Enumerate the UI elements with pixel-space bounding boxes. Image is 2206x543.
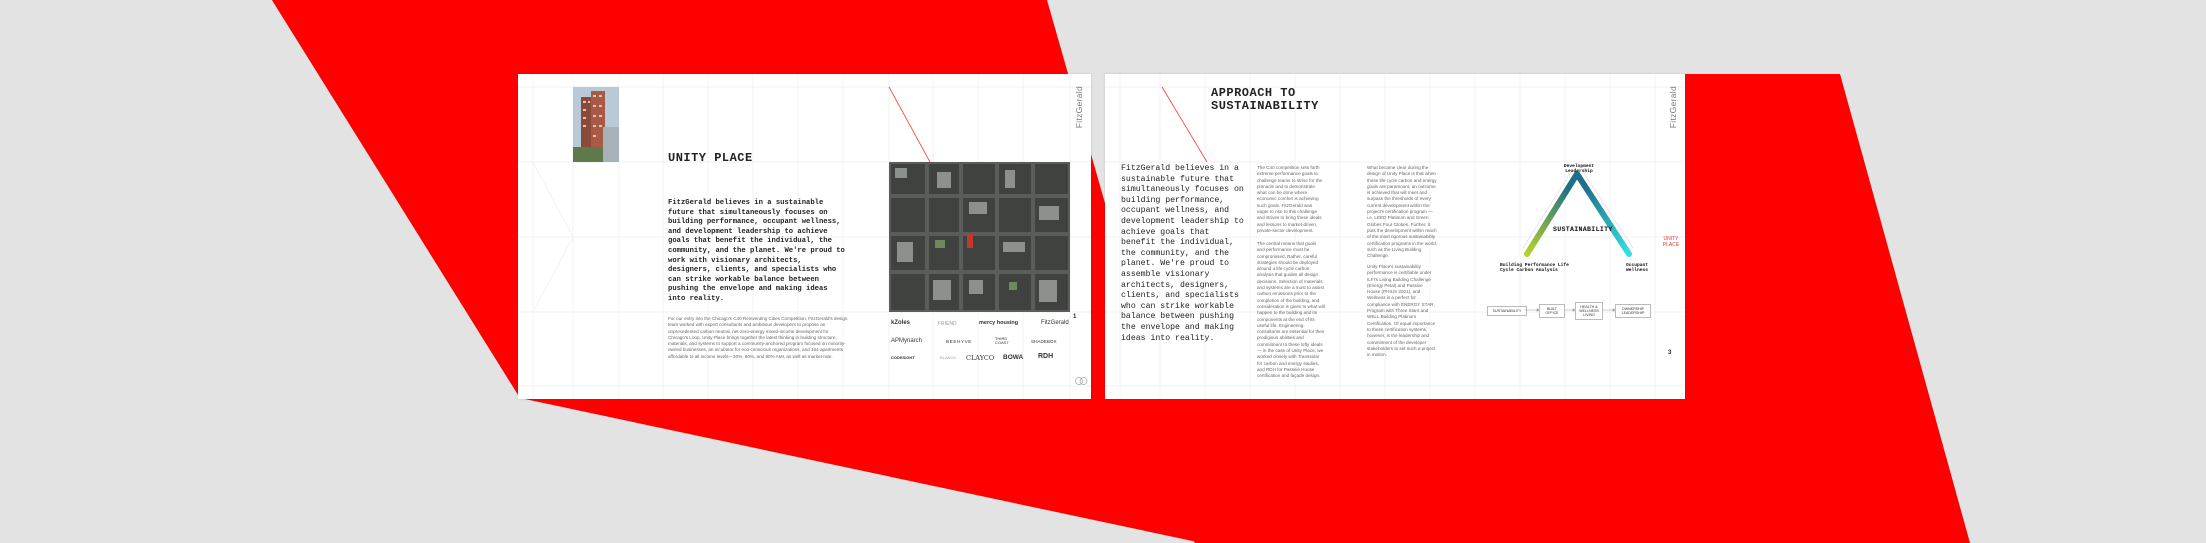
c40-icon (1074, 376, 1088, 386)
sustainability-triangle (1505, 168, 1655, 263)
diagram-box-built-office: BUILT OFFICE (1539, 304, 1565, 318)
logo-blank: ELANCK (940, 355, 957, 360)
logo-mercy: mercy housing (979, 320, 1019, 326)
col1-paragraph-2: The central means that goals and performance must be compromised. Rather, careful strategies should be deployed around a life cycle carbon analysis that guides all design decisions. Selection of materials and systems are a must to assist carbon emissions prior to the completion of the building, and consideration is given to what will happen to the building and its components at the end of its useful life. Engineering consultants are essential for their prodigious abilities and commitment to these lofty ideals — in the case of Unity Place, we worked closely with Transsolar for carbon and energy studies, and RDH for Passive House certification and façade design. (1257, 241, 1325, 379)
brand-label: FitzGerald (1668, 86, 1678, 129)
logo-kzoles: kZoles (891, 320, 911, 326)
col1-paragraph-1: The C40 competition sets forth extreme performance goals to challenge teams to strive for the pinnacle and to demonstrate what can be done where economic comfort is achieving such goals. FitzGerald was eager to rise to this challenge and strives to bring these ideals and lessons to market-driven, private-sector development. (1257, 165, 1323, 233)
logo-shadebox: SHADEBOX (1031, 339, 1057, 344)
logo-aparch: APMynarch (891, 338, 923, 344)
title-line-1: APPROACH TO (1211, 86, 1296, 100)
logo-rdh: RDH (1038, 353, 1054, 360)
aerial-map-photo (889, 162, 1070, 312)
body-paragraph: For our entry into the Chicago's C40 Reinventing Cities Competition, FitzGerald's design team worked with expert consultants and ambitious developers to propose an unprecedented carbon-neutral, net-zero-energy mixed-income development for Chicago's Loop. Unity Place brings together the latest thinking in building structure, materials, and systems to support a community-anchored program focused on minority-owned businesses, an incubator for eco-conscious organizations, and 164 apartments affordable to all income levels—30%, 60%, and 80% AMI, as well as market-rate. (668, 316, 848, 359)
lead-paragraph: FitzGerald believes in a sustainable future that simultaneously focuses on building performance, occupant wellness, and development leadership to achieve goals that benefit the individual, the community, and the planet. We're proud to work with visionary architects, designers, clients, and specialists who can strike workable balance between pushing the envelope and making ideas into reality. (668, 199, 845, 303)
logo-third-coast: THIRD COAST (995, 336, 1009, 346)
diagram-center-label: SUSTAINABILITY (1553, 226, 1613, 233)
page-title (1211, 87, 1319, 113)
page-number: 3 (1668, 350, 1672, 356)
logo-bowa: BOWA (1003, 354, 1024, 361)
diagram-box-arrows (1525, 306, 1645, 316)
page-number: 1 (1073, 314, 1077, 320)
logo-clayco: CLAYCO (966, 354, 995, 362)
diagram-box-sustainability: SUSTAINABILITY (1487, 306, 1527, 316)
diagram-box-health-wellness: HEALTH & WELLNESS LIVING (1575, 302, 1603, 320)
brand-label: FitzGerald (1074, 86, 1084, 129)
diagram-left-label: Building Performance Life Cycle Carbon Analysis (1500, 263, 1569, 274)
tower-photo (573, 87, 619, 162)
title-line-2: SUSTAINABILITY (1211, 99, 1319, 113)
accent-diagonal (889, 87, 930, 162)
logo-codesight: CODESIGHT (891, 355, 915, 360)
left-page (518, 74, 1091, 399)
accent-diagonal (1162, 87, 1207, 162)
page-title: UNITY PLACE (668, 151, 753, 165)
diagram-box-ownership: OWNERSHIP LEADERSHIP (1615, 304, 1651, 318)
logo-beehyve: BEEHYVE (946, 339, 972, 344)
col2-paragraph-2: Unity Place's sustainability performance is certifiable under ILFI's Living Building Challenge (Energy Petal) and Passive House (PHIUS 2021), and Wellness is a perfect for compliance with ENERGY STAR, Program with Three Stars and WELL Building Platinum Certification. Of equal importance to these certification systems, however, is the leadership and commitment of the developer stakeholders to set such a project in motion. (1367, 264, 1436, 358)
red-band-left-bottom (272, 0, 520, 398)
col2-paragraph-1: What became clear during the design of Unity Place is that when these life cycle carbon and energy goals are paramount, an outcome is achieved that will meet and surpass the thresholds of every current development within the project's certification program — i.e. LEED Platinum and Green Globes Four Globes. Further, it puts the development within reach of the most rigorous sustainability certification programs in the world, such as the Living Building Challenge. (1367, 165, 1437, 259)
lead-paragraph: FitzGerald believes in a sustainable future that simultaneously focuses on building performance, occupant wellness, and development leadership to achieve goals that benefit the individual, the community, and the planet. We're proud to assemble visionary architects, designers, clients, and specialists who can strike workable balance between pushing the envelope and making ideas into reality. (1121, 164, 1244, 343)
right-page (1105, 74, 1685, 399)
diagram-top-label: Development Leadership (1563, 164, 1595, 175)
logo-fitzgerald: FitzGerald (1041, 320, 1069, 326)
diagram-right-label: Occupant Wellness (1625, 263, 1649, 274)
logo-friend: FRIEND (938, 321, 957, 327)
unity-place-tag: UNITY PLACE (1662, 236, 1680, 248)
